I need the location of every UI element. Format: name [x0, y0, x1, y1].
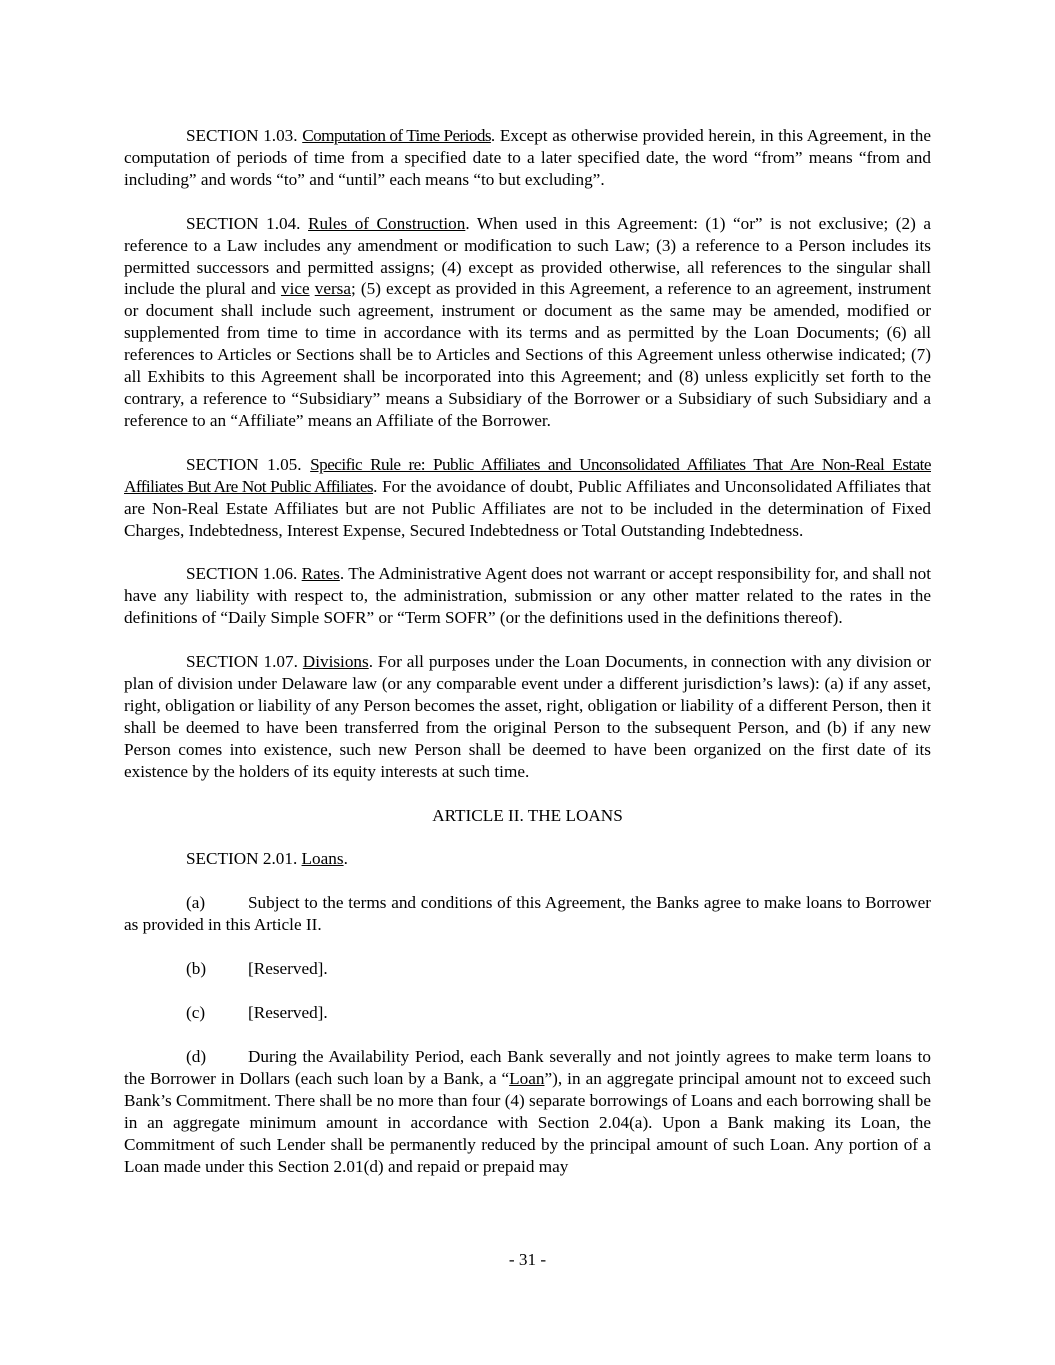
item-text: Subject to the terms and conditions of this Agreement, the Banks agree to make loans to Borrower as provided in this Article II. [124, 893, 931, 935]
section-label: SECTION 1.04. [186, 213, 301, 233]
section-2-01: SECTION 2.01. Loans. [186, 849, 348, 869]
section-label: SECTION 1.07. [186, 652, 298, 672]
item-text: [Reserved]. [248, 959, 328, 979]
item-text: [Reserved]. [248, 1003, 328, 1023]
loan-defined-term: Loan [509, 1068, 545, 1088]
item-label: (c) [186, 1003, 206, 1023]
section-1-05: SECTION 1.05. Specific Rule re: Public Affiliates and Unconsolidated Affiliates That Are Non-Real Estate Affiliates But Are Not Public Affiliates. For the avoidance of doubt, Public Affiliates and Unconsolidated Affiliates that are Non-Real Estate Affiliates but are not Public Affiliates are not to be included in the determination of Fixed Charges, Indebtedness, Interest Expense, Secured Indebtedness or Total Outstanding Indebtedness. [124, 454, 931, 540]
item-text: During the Availability Period, each Bank severally and not jointly agrees to make term loans to the Borrower in Dollars (each such loan by a Bank, a “ [124, 1047, 931, 1088]
section-heading: Divisions [302, 652, 369, 672]
section-1-03: SECTION 1.03. Computation of Time Periods. Except as otherwise provided herein, in this Agreement, in the computation of periods of time from a specified date to a later specified date, the word “from” means “from and including” and words “to” and “until” each means “to but excluding”. [124, 126, 932, 189]
page-number: - 31 - [508, 1250, 547, 1269]
section-label: SECTION 1.03. [186, 126, 298, 145]
section-heading: Computation of Time Periods [302, 126, 491, 145]
versa-term: versa [314, 279, 351, 299]
document-body [124, 125, 931, 1177]
article-heading: ARTICLE II. THE LOANS [432, 805, 623, 825]
section-1-07: SECTION 1.07. Divisions. For all purposes under the Loan Documents, in connection with any division or plan of division under Delaware law (or any comparable event under a different jurisdiction’s laws): (a) if any asset, right, obligation or liability of any Person becomes the asset, right, obligation or liability of a different Person, then it shall be deemed to have been transferred from the original Person to the subsequent Person, and (b) if any new Person comes into existence, such new Person shall be deemed to have been organized on the first date of its existence by the holders of its equity interests at such time. [124, 652, 931, 781]
section-1-04: SECTION 1.04. Rules of Construction. When used in this Agreement: (1) “or” is not exclusive; (2) a reference to a Law includes any amendment or modification to such Law; (3) a reference to a Person includes its permitted successors and permitted assigns; (4) except as provided otherwise, all references to the singular shall include the plural and vice versa; (5) except as provided in this Agreement, a reference to an agreement, instrument or document shall include such agreement, instrument or document as the same may be amended, modified or supplemented from time to time in accordance with its terms and as permitted by the Loan Documents; (6) all references to Articles or Sections shall be to Articles and Sections of this Agreement unless otherwise indicated; (7) all Exhibits to this Agreement shall be incorporated into this Agreement; and (8) unless explicitly set forth to the contrary, a reference to “Subsidiary” means a Subsidiary of the Borrower or a Subsidiary of such Subsidiary and a reference to an “Affiliate” means an Affiliate of the Borrower. [124, 213, 932, 430]
section-label: SECTION 1.05. [186, 454, 302, 474]
section-text: When used in this Agreement: (1) “or” is not exclusive; (2) a reference to a Law includes any amendment or modification to such Law; (3) a reference to a Person includes its permitted successors and permitted assigns; (4) except as provided otherwise, all references to the singular shall include the plural and [124, 213, 931, 299]
item-label: (b) [186, 959, 207, 979]
section-heading: Specific Rule re: Public Affiliates and Unconsolidated Affiliates That Are Non-Real Estate Affiliates But Are Not Public Affiliates [124, 454, 931, 496]
item-text-continued: ”), in an aggregate principal amount not to exceed such Bank’s Commitment. There shall be no more than four (4) separate borrowings of Loans and each borrowing shall be in an aggregate minimum amount in accordance with Section 2.04(a). Upon a Bank making its Loan, the Commitment of such Lender shall be permanently reduced by the principal amount of such Loan. Any portion of a Loan made under this Section 2.01(d) and repaid or prepaid may [124, 1068, 932, 1176]
item-b [186, 958, 931, 980]
item-d [124, 1046, 931, 1177]
section-heading: Rates [301, 564, 340, 584]
section-label: SECTION 1.06. [186, 564, 298, 584]
section-1-06: SECTION 1.06. Rates. The Administrative Agent does not warrant or accept responsibility for, and shall not have any liability with respect to, the administration, submission or any other matter related to the rates in the definitions of “Daily Simple SOFR” or “Term SOFR” (or the definitions used in the definitions thereof). [124, 564, 931, 628]
item-c [186, 1002, 931, 1024]
section-label: SECTION 2.01. [186, 849, 298, 869]
section-heading: Rules of Construction [308, 213, 466, 233]
vice-term: vice [280, 279, 310, 299]
item-a [124, 892, 931, 936]
section-text: For the avoidance of doubt, Public Affiliates and Unconsolidated Affiliates that are Non-Real Estate Affiliates but are not Public Affiliates are not to be included in the determination of Fixed Charges, Indebtedness, Interest Expense, Secured Indebtedness or Total Outstanding Indebtedness. [124, 476, 931, 540]
section-text: For all purposes under the Loan Documents, in connection with any division or plan of division under Delaware law (or any comparable event under a different jurisdiction’s laws): (a) if any asset, right, obligation or liability of any Person becomes the asset, right, obligation or liability of a different Person, then it shall be deemed to have been transferred from the original Person to the subsequent Person, and (b) if any new Person comes into existence, such new Person shall be deemed to have been organized on the first date of its existence by the holders of its equity interests at such time. [124, 652, 931, 781]
section-heading: Loans [301, 849, 344, 869]
item-label: (d) [186, 1047, 207, 1066]
section-text-continued: ; (5) except as provided in this Agreement, a reference to an agreement, instrument or document shall include such agreement, instrument or document as the same may be amended, modified or supplemented from time to time in accordance with its terms and as permitted by the Loan Documents; (6) all references to Articles or Sections shall be to Articles and Sections of this Agreement unless otherwise indicated; (7) all Exhibits to this Agreement shall be incorporated into this Agreement; and (8) unless explicitly set forth to the contrary, a reference to “Subsidiary” means a Subsidiary of the Borrower or a Subsidiary of such Subsidiary and a reference to an “Affiliate” means an Affiliate of the Borrower. [124, 279, 932, 430]
item-label: (a) [186, 893, 206, 913]
section-text: The Administrative Agent does not warrant or accept responsibility for, and shall not have any liability with respect to, the administration, submission or any other matter related to the rates in the definitions of “Daily Simple SOFR” or “Term SOFR” (or the definitions used in the definitions thereof). [124, 564, 931, 628]
section-text: Except as otherwise provided herein, in this Agreement, in the computation of periods of time from a specified date to a later specified date, the word “from” means “from and including” and words “to” and “until” each means “to but excluding”. [124, 126, 932, 189]
